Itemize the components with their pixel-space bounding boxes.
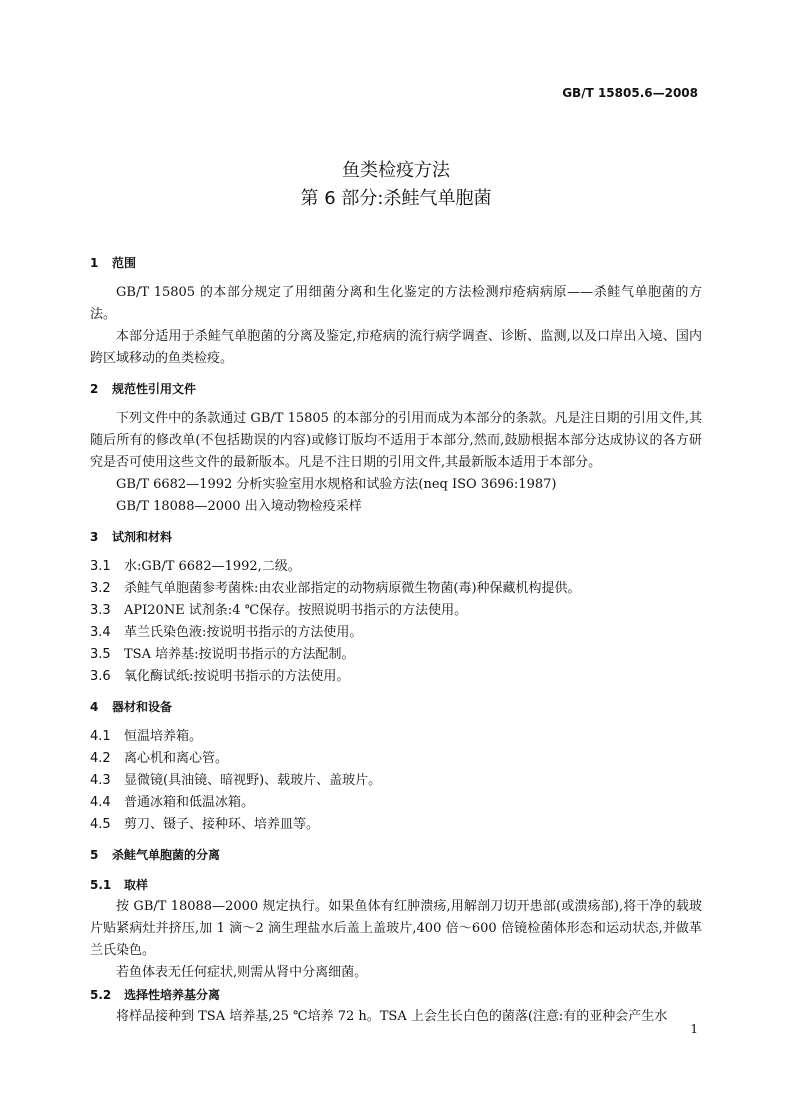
section-title: 范围 xyxy=(112,256,137,270)
subsection-number: 5.2 xyxy=(90,988,112,1002)
document-body xyxy=(90,252,702,1028)
list-item xyxy=(90,814,702,836)
subsection-title: 取样 xyxy=(124,878,149,892)
item-text: 氧化酶试纸:按说明书指示的方法使用。 xyxy=(124,669,350,684)
section-heading xyxy=(90,252,702,274)
item-number: 3.2 xyxy=(90,581,111,596)
item-text: 离心机和离心管。 xyxy=(124,751,229,766)
section-heading xyxy=(90,526,702,548)
section-title: 规范性引用文件 xyxy=(112,382,197,396)
subsection-heading xyxy=(90,874,702,896)
document-title: 鱼类检疫方法 xyxy=(342,160,450,181)
section-title: 器材和设备 xyxy=(112,700,173,714)
paragraph: 下列文件中的条款通过 GB/T 15805 的本部分的引用而成为本部分的条款。凡是注日期的引用文件,其随后所有的修改单(不包括勘误的内容)或修订版均不适用于本部分,然而,鼓励根据本部分达成协议的各方研究是否可使用这些文件的最新版本。凡是不注日期的引用文件,其最新版本适用于本部分。 xyxy=(90,411,702,470)
standard-number: GB/T 15805.6—2008 xyxy=(562,86,698,100)
item-text: TSA 培养基:按说明书指示的方法配制。 xyxy=(124,647,355,662)
list-item xyxy=(90,644,702,666)
paragraph: 本部分适用于杀鲑气单胞菌的分离及鉴定,疖疮病的流行病学调查、诊断、监测,以及口岸出入境、国内跨区域移动的鱼类检疫。 xyxy=(90,329,702,366)
item-text: 杀鲑气单胞菌参考菌株:由农业部指定的动物病原微生物菌(毒)种保藏机构提供。 xyxy=(124,581,581,596)
item-number: 3.6 xyxy=(90,669,111,684)
reference-item: GB/T 18088—2000 出入境动物检疫采样 xyxy=(116,499,362,514)
list-item xyxy=(90,792,702,814)
item-number: 4.5 xyxy=(90,817,111,832)
item-number: 4.3 xyxy=(90,773,111,788)
list-item xyxy=(90,770,702,792)
section-heading xyxy=(90,844,702,866)
item-text: API20NE 试剂条:4 ℃保存。按照说明书指示的方法使用。 xyxy=(124,603,468,618)
item-number: 3.4 xyxy=(90,625,111,640)
section-heading xyxy=(90,696,702,718)
section-number: 3 xyxy=(90,530,99,544)
subsection-title: 选择性培养基分离 xyxy=(124,988,221,1002)
item-number: 4.1 xyxy=(90,729,111,744)
list-item xyxy=(90,726,702,748)
list-item xyxy=(90,556,702,578)
item-text: 革兰氏染色液:按说明书指示的方法使用。 xyxy=(124,625,363,640)
subsection-number: 5.1 xyxy=(90,878,112,892)
item-number: 3.1 xyxy=(90,559,111,574)
section-number: 4 xyxy=(90,700,99,714)
reference-item: GB/T 6682—1992 分析实验室用水规格和试验方法(neq ISO 3696:1987) xyxy=(116,477,557,492)
paragraph: 按 GB/T 18088—2000 规定执行。如果鱼体有红肿溃疡,用解剖刀切开患部(或溃疡部),将干净的载玻片贴紧病灶并挤压,加 1 滴～2 滴生理盐水后盖上盖玻片,400 倍～600 倍镜检菌体形态和运动状态,并做革兰氏染色。 xyxy=(90,899,702,958)
item-number: 3.3 xyxy=(90,603,111,618)
paragraph: GB/T 15805 的本部分规定了用细菌分离和生化鉴定的方法检测疖疮病病原——杀鲑气单胞菌的方法。 xyxy=(90,285,702,322)
item-text: 恒温培养箱。 xyxy=(124,729,203,744)
list-item xyxy=(90,622,702,644)
paragraph: 将样品接种到 TSA 培养基,25 ℃培养 72 h。TSA 上会生长白色的菌落(注意:有的亚种会产生水 xyxy=(116,1009,668,1024)
paragraph: 若鱼体表无任何症状,则需从肾中分离细菌。 xyxy=(116,965,368,980)
section-number: 1 xyxy=(90,256,99,270)
section-number: 2 xyxy=(90,382,99,396)
list-item xyxy=(90,666,702,688)
section-title: 杀鲑气单胞菌的分离 xyxy=(112,848,221,862)
section-number: 5 xyxy=(90,848,99,862)
subsection-heading xyxy=(90,984,702,1006)
item-text: 剪刀、镊子、接种环、培养皿等。 xyxy=(124,817,320,832)
section-heading xyxy=(90,378,702,400)
item-text: 显微镜(具油镜、暗视野)、载玻片、盖玻片。 xyxy=(124,773,382,788)
item-number: 3.5 xyxy=(90,647,111,662)
list-item xyxy=(90,600,702,622)
item-text: 水:GB/T 6682—1992,二级。 xyxy=(124,559,301,574)
document-subtitle: 第 6 部分:杀鲑气单胞菌 xyxy=(300,188,492,209)
page-number: 1 xyxy=(690,1022,698,1036)
item-number: 4.2 xyxy=(90,751,111,766)
item-number: 4.4 xyxy=(90,795,111,810)
section-title: 试剂和材料 xyxy=(112,530,173,544)
list-item xyxy=(90,748,702,770)
list-item xyxy=(90,578,702,600)
item-text: 普通冰箱和低温冰箱。 xyxy=(124,795,255,810)
